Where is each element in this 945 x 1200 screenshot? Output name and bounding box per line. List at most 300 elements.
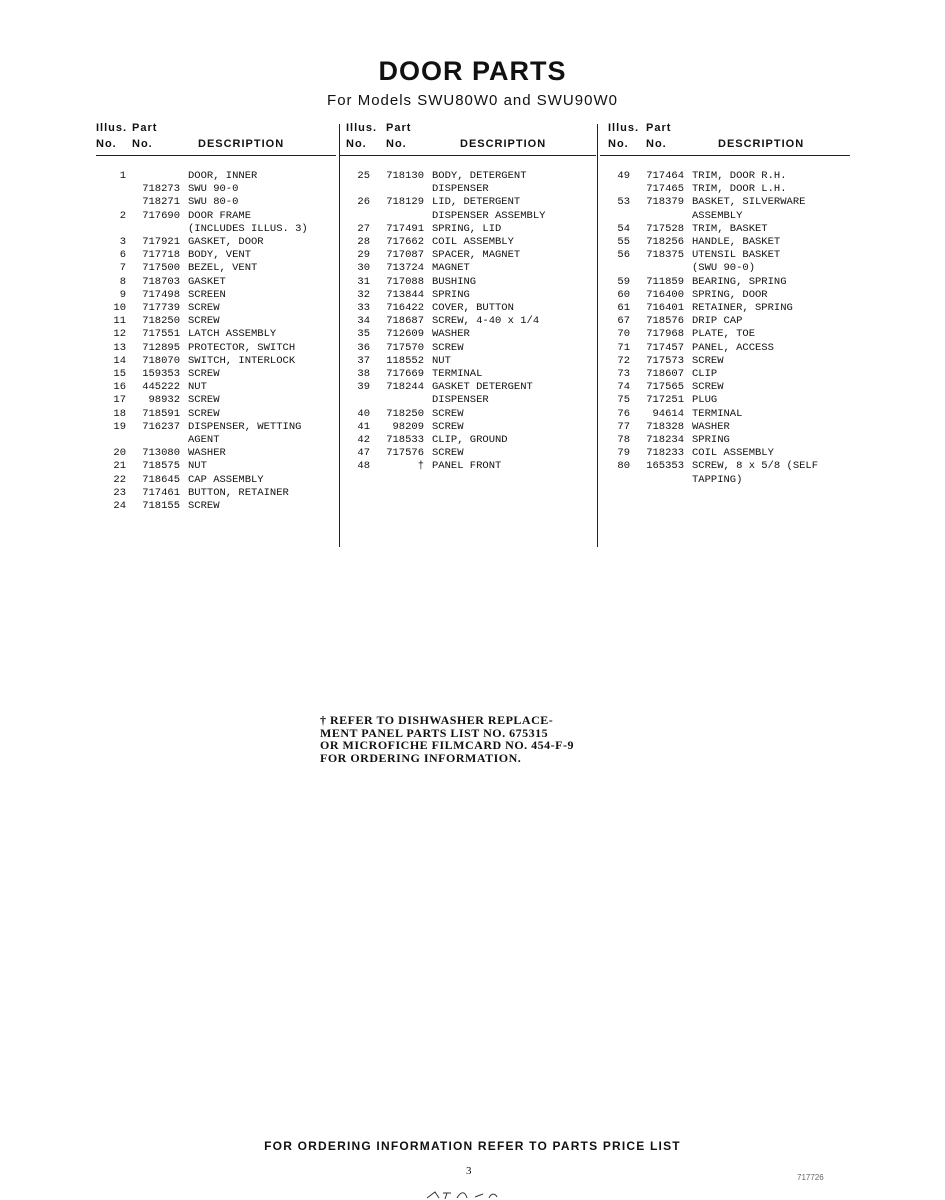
illus-number: 80 [617, 460, 630, 473]
part-number: 712609 [386, 328, 424, 341]
table-row [96, 381, 336, 394]
part-number: 718576 [646, 315, 684, 328]
part-description: SCREW [432, 341, 464, 354]
part-number: 718070 [142, 354, 180, 367]
part-description: BODY, DETERGENT [432, 170, 527, 182]
part-description: NUT [432, 354, 451, 367]
part-number: 717457 [646, 341, 684, 354]
illus-number: 75 [617, 394, 630, 407]
table-row [96, 289, 336, 302]
part-description: COIL ASSEMBLY [432, 236, 514, 249]
part-number: 98209 [392, 420, 424, 433]
table-row [340, 342, 596, 355]
part-description: SWITCH, INTERLOCK [188, 354, 296, 367]
table-row [600, 447, 852, 460]
page-subtitle: For Models SWU80W0 and SWU90W0 [327, 92, 618, 109]
table-row [340, 183, 596, 196]
part-number: 717500 [142, 262, 180, 275]
table-row [600, 196, 852, 209]
illus-number: 47 [357, 447, 370, 460]
part-description: NUT [188, 381, 207, 394]
part-description: SCREW [188, 368, 220, 381]
table-row [96, 460, 336, 473]
illus-number: 38 [357, 368, 370, 381]
illus-number: 9 [119, 288, 126, 301]
part-number: 718233 [646, 447, 684, 460]
table-row [340, 302, 596, 315]
part-description: TAPPING) [692, 473, 743, 486]
table-row [340, 170, 596, 183]
description-header: DESCRIPTION [460, 138, 547, 150]
part-number: 717088 [386, 275, 424, 288]
table-row [96, 223, 336, 236]
table-row [600, 262, 852, 275]
illus-header-bottom: No. [608, 138, 629, 150]
illus-header-top: Illus. [608, 122, 640, 134]
illus-number [340, 210, 376, 223]
illus-number: 13 [113, 341, 126, 354]
part-description: GASKET DETERGENT [432, 381, 533, 394]
part-number: 718533 [386, 434, 424, 447]
part-number: 718575 [142, 460, 180, 473]
illus-number: 24 [113, 500, 126, 513]
illus-number: 20 [113, 447, 126, 460]
part-header-bottom: No. [646, 138, 667, 150]
illus-number [96, 183, 132, 196]
part-number: 718129 [386, 196, 424, 209]
part-number: 717570 [386, 341, 424, 354]
table-row [96, 394, 336, 407]
illus-number: 67 [617, 315, 630, 328]
illus-number [600, 210, 636, 223]
illus-number: 78 [617, 434, 630, 447]
part-number [376, 210, 432, 223]
part-description: DISPENSER [432, 394, 489, 407]
part-description: GASKET [188, 275, 226, 288]
table-row [600, 170, 852, 183]
illus-number: 16 [113, 381, 126, 394]
illus-number: 60 [617, 288, 630, 301]
part-number: 718130 [386, 170, 424, 182]
illus-number: 74 [617, 381, 630, 394]
part-number: 717718 [142, 249, 180, 262]
part-header-top: Part [646, 122, 672, 134]
part-number: 713844 [386, 288, 424, 301]
part-description: HANDLE, BASKET [692, 236, 781, 249]
handwritten-mark [425, 1190, 515, 1200]
part-number: 718244 [386, 381, 424, 394]
part-number: 717461 [142, 486, 180, 499]
part-description: PLATE, TOE [692, 328, 756, 341]
part-description: SPACER, MAGNET [432, 249, 521, 262]
table-row [600, 368, 852, 381]
part-description: PANEL FRONT [432, 460, 502, 473]
part-description: SCREW [432, 420, 464, 433]
illus-number: 23 [113, 486, 126, 499]
part-description: SCREW [432, 407, 464, 420]
table-row [340, 210, 596, 223]
table-row [600, 342, 852, 355]
description-header: DESCRIPTION [198, 138, 285, 150]
table-row [600, 289, 852, 302]
illus-number: 33 [357, 302, 370, 315]
illus-number: 21 [113, 460, 126, 473]
illus-header-top: Illus. [346, 122, 378, 134]
illus-number: 71 [617, 341, 630, 354]
part-description: CLIP, GROUND [432, 434, 508, 447]
part-description: DISPENSER ASSEMBLY [432, 209, 546, 222]
illus-number: 2 [119, 209, 126, 222]
illus-number: 54 [617, 222, 630, 235]
footnote [320, 714, 620, 764]
part-number: 159353 [142, 368, 180, 381]
part-number: 718607 [646, 368, 684, 381]
part-description: MAGNET [432, 262, 470, 275]
part-description: SCREW [188, 302, 220, 315]
part-number [132, 223, 188, 236]
illus-number: 42 [357, 434, 370, 447]
table-row [600, 421, 852, 434]
description-header: DESCRIPTION [718, 138, 805, 150]
part-description: LATCH ASSEMBLY [188, 328, 277, 341]
header-rule [96, 155, 336, 156]
part-description: BASKET, SILVERWARE [692, 196, 806, 209]
table-row [340, 289, 596, 302]
part-description: DISPENSER [432, 183, 489, 196]
part-number: 718375 [646, 249, 684, 262]
part-description: (SWU 90-0) [692, 262, 756, 275]
part-number: 713724 [386, 262, 424, 275]
part-number [376, 394, 432, 407]
part-number: 118552 [386, 354, 424, 367]
illus-number: 53 [617, 196, 630, 209]
part-number: 718271 [142, 196, 180, 209]
illus-number: 77 [617, 420, 630, 433]
part-description: DOOR FRAME [188, 209, 252, 222]
part-number: 718256 [646, 236, 684, 249]
illus-number: 76 [617, 407, 630, 420]
illus-number: 32 [357, 288, 370, 301]
table-row [96, 408, 336, 421]
parts-column-2 [340, 122, 596, 474]
illus-number: 10 [113, 302, 126, 315]
table-row [96, 342, 336, 355]
table-row [96, 249, 336, 262]
part-number [376, 183, 432, 196]
part-description: CLIP [692, 368, 718, 381]
part-description: SCREW [188, 500, 220, 513]
table-header [96, 122, 336, 156]
part-description: WASHER [692, 420, 730, 433]
table-row [600, 249, 852, 262]
illus-number: 12 [113, 328, 126, 341]
part-header-top: Part [386, 122, 412, 134]
table-row [96, 328, 336, 341]
table-row [340, 196, 596, 209]
part-description: WASHER [188, 447, 226, 460]
illus-number: 61 [617, 302, 630, 315]
part-description: SCREW [188, 407, 220, 420]
part-description: SPRING, LID [432, 222, 502, 235]
table-row [96, 434, 336, 447]
table-row [340, 315, 596, 328]
part-number: 718379 [646, 196, 684, 209]
table-row [600, 328, 852, 341]
illus-number: 17 [113, 394, 126, 407]
illus-number: 30 [357, 262, 370, 275]
table-row [600, 408, 852, 421]
illus-number: 14 [113, 354, 126, 367]
part-description: PLUG [692, 394, 718, 407]
part-description: TERMINAL [692, 407, 743, 420]
part-number: 717465 [646, 183, 684, 196]
parts-column-1 [96, 122, 336, 513]
part-description: SCREW [692, 354, 724, 367]
part-description: WASHER [432, 328, 470, 341]
part-description: BEARING, SPRING [692, 275, 787, 288]
part-number [636, 474, 692, 487]
illus-number [96, 434, 132, 447]
part-description: DISPENSER, WETTING [188, 420, 302, 433]
table-row [600, 474, 852, 487]
table-row [96, 276, 336, 289]
illus-number: 25 [357, 170, 370, 182]
part-number: 717968 [646, 328, 684, 341]
part-number: 718250 [386, 407, 424, 420]
part-header-bottom: No. [132, 138, 153, 150]
illus-number: 37 [357, 354, 370, 367]
part-number: 716401 [646, 302, 684, 315]
part-description: SPRING [432, 288, 470, 301]
table-row [340, 421, 596, 434]
part-description: LID, DETERGENT [432, 196, 521, 209]
table-row [600, 276, 852, 289]
part-number: 716422 [386, 302, 424, 315]
illus-number: 34 [357, 315, 370, 328]
part-number: 717690 [142, 209, 180, 222]
part-number: 717528 [646, 222, 684, 235]
table-row [340, 262, 596, 275]
part-description: RETAINER, SPRING [692, 302, 793, 315]
part-description: BODY, VENT [188, 249, 252, 262]
part-number: 717498 [142, 288, 180, 301]
part-number: 717491 [386, 222, 424, 235]
header-rule [340, 155, 596, 156]
part-number [132, 434, 188, 447]
column-divider [597, 124, 598, 547]
table-header [340, 122, 596, 156]
part-number: 94614 [652, 407, 684, 420]
part-number: 717576 [386, 447, 424, 460]
table-row [96, 368, 336, 381]
part-number [636, 210, 692, 223]
part-number: 713080 [142, 447, 180, 460]
table-row [96, 421, 336, 434]
illus-number: 56 [617, 249, 630, 262]
illus-header-top: Illus. [96, 122, 128, 134]
illus-number [96, 196, 132, 209]
part-description: TRIM, DOOR R.H. [692, 170, 787, 182]
part-number: 716400 [646, 288, 684, 301]
parts-column-3 [600, 122, 852, 487]
page-number: 3 [466, 1165, 472, 1177]
illus-number [600, 474, 636, 487]
illus-number: 40 [357, 407, 370, 420]
illus-number: 79 [617, 447, 630, 460]
part-description: NUT [188, 460, 207, 473]
part-number: 718234 [646, 434, 684, 447]
illus-number: 48 [357, 460, 370, 473]
illus-number [340, 183, 376, 196]
table-row [96, 210, 336, 223]
illus-number: 49 [617, 170, 630, 182]
part-number [636, 262, 692, 275]
part-number: 717662 [386, 236, 424, 249]
part-number: 717087 [386, 249, 424, 262]
part-description: ASSEMBLY [692, 209, 743, 222]
illus-number: 22 [113, 473, 126, 486]
illus-number: 1 [119, 170, 126, 182]
table-row [600, 381, 852, 394]
part-description: (INCLUDES ILLUS. 3) [188, 222, 308, 235]
table-row [340, 460, 596, 473]
table-row [96, 196, 336, 209]
part-description: PANEL, ACCESS [692, 341, 774, 354]
part-description: SCREW [188, 394, 220, 407]
table-row [96, 302, 336, 315]
part-description: SCREW [692, 381, 724, 394]
table-row [600, 236, 852, 249]
footnote-line: MENT PANEL PARTS LIST NO. 675315 [320, 725, 549, 740]
part-description: TERMINAL [432, 368, 483, 381]
part-description: SCREW, 4-40 x 1/4 [432, 315, 540, 328]
part-number: 445222 [142, 381, 180, 394]
part-number: 718591 [142, 407, 180, 420]
illus-header-bottom: No. [346, 138, 367, 150]
part-number: 718155 [142, 500, 180, 513]
illus-number: 26 [357, 196, 370, 209]
part-number: 717551 [142, 328, 180, 341]
part-description: SWU 80-0 [188, 196, 239, 209]
footnote-line: OR MICROFICHE FILMCARD NO. 454-F-9 [320, 738, 574, 752]
page-title: DOOR PARTS [378, 56, 567, 86]
table-row [340, 276, 596, 289]
part-number: 717739 [142, 302, 180, 315]
table-row [96, 500, 336, 513]
part-number: 718703 [142, 275, 180, 288]
table-row [600, 460, 852, 473]
part-number: 717669 [386, 368, 424, 381]
illus-number: 27 [357, 222, 370, 235]
part-description: COIL ASSEMBLY [692, 447, 774, 460]
table-row [340, 236, 596, 249]
part-description: SCREEN [188, 288, 226, 301]
table-row [96, 183, 336, 196]
table-row [96, 315, 336, 328]
part-description: COVER, BUTTON [432, 302, 514, 315]
table-row [96, 474, 336, 487]
table-row [340, 328, 596, 341]
part-number: 718250 [142, 315, 180, 328]
illus-header-bottom: No. [96, 138, 117, 150]
illus-number [340, 394, 376, 407]
part-header-bottom: No. [386, 138, 407, 150]
table-row [96, 170, 336, 183]
part-number: 718328 [646, 420, 684, 433]
part-description: DRIP CAP [692, 315, 743, 328]
illus-number [600, 262, 636, 275]
illus-number [96, 223, 132, 236]
part-description: BUSHING [432, 275, 477, 288]
part-description: CAP ASSEMBLY [188, 473, 264, 486]
illus-number: 70 [617, 328, 630, 341]
table-row [600, 434, 852, 447]
part-number: 711859 [646, 275, 684, 288]
table-row [96, 236, 336, 249]
table-row [600, 183, 852, 196]
part-header-top: Part [132, 122, 158, 134]
table-row [600, 210, 852, 223]
part-description: SPRING, DOOR [692, 288, 768, 301]
illus-number [600, 183, 636, 196]
table-row [340, 249, 596, 262]
table-row [340, 447, 596, 460]
header-rule [600, 155, 850, 156]
part-number: 717921 [142, 236, 180, 249]
illus-number: 11 [113, 315, 126, 328]
part-number: 718645 [142, 473, 180, 486]
table-row [96, 487, 336, 500]
part-number: 712895 [142, 341, 180, 354]
table-row [96, 262, 336, 275]
part-number: † [417, 460, 424, 473]
part-number: 717464 [646, 170, 684, 182]
table-row [340, 394, 596, 407]
table-row [340, 434, 596, 447]
illus-number: 18 [113, 407, 126, 420]
part-number: 718273 [142, 183, 180, 196]
illus-number: 3 [119, 236, 126, 249]
part-description: TRIM, BASKET [692, 222, 768, 235]
table-row [340, 223, 596, 236]
illus-number: 41 [357, 420, 370, 433]
illus-number: 72 [617, 354, 630, 367]
part-description: PROTECTOR, SWITCH [188, 341, 296, 354]
illus-number: 36 [357, 341, 370, 354]
part-number: 98932 [148, 394, 180, 407]
part-number: 716237 [142, 420, 180, 433]
table-row [600, 394, 852, 407]
document-code: 717726 [797, 1173, 824, 1182]
part-description: BEZEL, VENT [188, 262, 258, 275]
table-row [600, 315, 852, 328]
part-description: SPRING [692, 434, 730, 447]
part-number: 165353 [646, 460, 684, 473]
part-description: TRIM, DOOR L.H. [692, 183, 787, 196]
table-row [340, 381, 596, 394]
part-description: SCREW [432, 447, 464, 460]
illus-number: 59 [617, 275, 630, 288]
illus-number: 6 [119, 249, 126, 262]
part-description: SCREW, 8 x 5/8 (SELF [692, 460, 819, 473]
part-number: 717565 [646, 381, 684, 394]
part-description: AGENT [188, 434, 220, 447]
part-number: 717251 [646, 394, 684, 407]
ordering-note: FOR ORDERING INFORMATION REFER TO PARTS PRICE LIST [264, 1139, 681, 1153]
table-row [96, 355, 336, 368]
illus-number: 39 [357, 381, 370, 394]
part-number [132, 170, 188, 183]
